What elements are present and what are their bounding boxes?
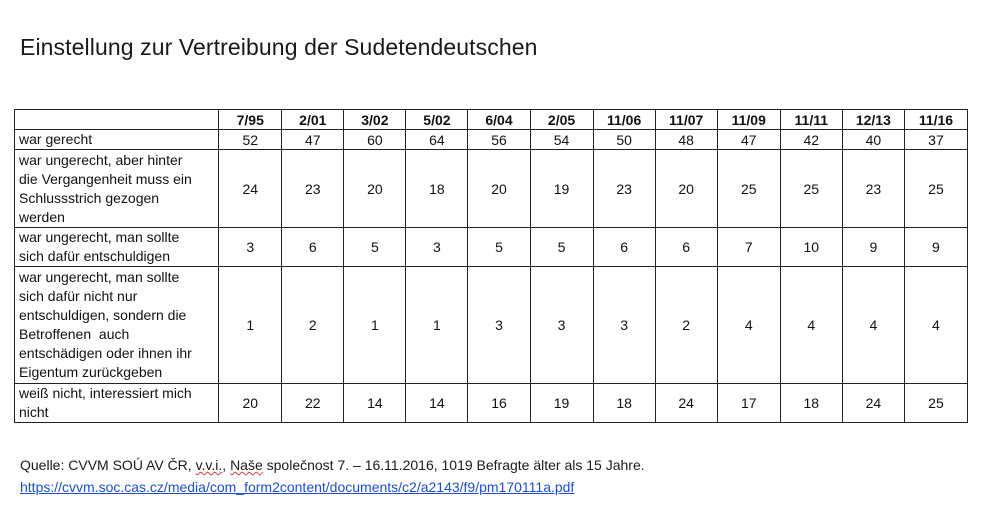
table-cell: 14 [406, 384, 468, 423]
table-cell: 37 [904, 130, 967, 150]
table-row [15, 384, 968, 423]
column-header: 11/16 [904, 110, 967, 130]
table-cell: 19 [530, 384, 593, 423]
table-cell: 4 [717, 267, 780, 384]
row-label-line: die Vergangenheit muss ein [19, 170, 192, 187]
table-cell: 5 [530, 228, 593, 267]
row-label-line: werden [19, 208, 65, 225]
row-label-line: war gerecht [19, 131, 93, 147]
table-cell: 18 [406, 150, 468, 228]
table-cell: 18 [593, 384, 655, 423]
table-cell: 3 [530, 267, 593, 384]
row-label-line: sich dafür entschuldigen [19, 248, 170, 264]
table-row [15, 267, 968, 384]
table-cell: 24 [219, 150, 282, 228]
table-cell: 23 [282, 150, 344, 228]
table-cell: 3 [593, 267, 655, 384]
table-cell: 50 [593, 130, 655, 150]
page-title: Einstellung zur Vertreibung der Sudetendeutschen [20, 34, 538, 60]
table-cell: 20 [655, 150, 717, 228]
source-note [20, 457, 645, 473]
header-corner [15, 110, 219, 130]
row-label-line: war ungerecht, aber hinter [19, 151, 183, 168]
column-header: 11/09 [717, 110, 780, 130]
row-label-line: Schlussstrich gezogen [19, 189, 160, 206]
table-cell: 1 [406, 267, 468, 384]
table-cell: 6 [593, 228, 655, 267]
row-label-line: entschuldigen, sondern die [19, 307, 187, 323]
row-label [15, 228, 219, 267]
table-cell: 22 [282, 384, 344, 423]
table-cell: 10 [780, 228, 842, 267]
table-cell: 17 [717, 384, 780, 423]
source-nase: Naše [230, 457, 263, 473]
table-cell: 20 [468, 150, 530, 228]
table-row [15, 228, 968, 267]
table-cell: 25 [717, 150, 780, 228]
column-header: 2/01 [282, 110, 344, 130]
source-suffix: společnost 7. – 16.11.2016, 1019 Befragte älter als 15 Jahre. [262, 457, 645, 473]
table-cell: 2 [655, 267, 717, 384]
column-header: 12/13 [842, 110, 904, 130]
source-prefix: Quelle: CVVM SOÚ AV ČR, [20, 457, 196, 473]
table-cell: 3 [468, 267, 530, 384]
row-label [15, 267, 219, 384]
table-cell: 23 [593, 150, 655, 228]
table-cell: 25 [904, 384, 967, 423]
column-header: 11/07 [655, 110, 717, 130]
row-label-line: Betroffenen auch [19, 326, 130, 342]
column-header: 5/02 [406, 110, 468, 130]
source-vvi: v.v.i. [195, 457, 223, 473]
table-cell: 4 [780, 267, 842, 384]
table-cell: 1 [344, 267, 406, 384]
table-row [15, 130, 968, 150]
table-cell: 1 [219, 267, 282, 384]
table-cell: 5 [344, 228, 406, 267]
table-cell: 52 [219, 130, 282, 150]
table-cell: 64 [406, 130, 468, 150]
table-cell: 4 [904, 267, 967, 384]
table-cell: 19 [530, 150, 593, 228]
table-cell: 6 [655, 228, 717, 267]
source-link[interactable]: https://cvvm.soc.cas.cz/media/com_form2content/documents/c2/a2143/f9/pm170111a.pdf [20, 479, 575, 495]
table-cell: 23 [842, 150, 904, 228]
table-cell: 24 [655, 384, 717, 423]
row-label-line: nicht [19, 404, 49, 420]
row-label [15, 384, 219, 423]
table-header-row [15, 110, 968, 130]
table-cell: 7 [717, 228, 780, 267]
table-cell: 48 [655, 130, 717, 150]
table-cell: 16 [468, 384, 530, 423]
column-header: 7/95 [219, 110, 282, 130]
column-header: 3/02 [344, 110, 406, 130]
survey-table [14, 109, 968, 423]
row-label-line: war ungerecht, man sollte [19, 229, 180, 245]
row-label-line: entschädigen oder ihnen ihr [19, 345, 192, 361]
table-cell: 18 [780, 384, 842, 423]
row-label [15, 130, 219, 150]
table-cell: 20 [219, 384, 282, 423]
column-header: 11/06 [593, 110, 655, 130]
table-cell: 47 [282, 130, 344, 150]
table-cell: 54 [530, 130, 593, 150]
table-cell: 6 [282, 228, 344, 267]
table-cell: 2 [282, 267, 344, 384]
source-comma: , [222, 457, 231, 473]
table-row [15, 150, 968, 228]
table-cell: 42 [780, 130, 842, 150]
table-cell: 25 [780, 150, 842, 228]
table-cell: 40 [842, 130, 904, 150]
table-cell: 3 [406, 228, 468, 267]
table-cell: 20 [344, 150, 406, 228]
row-label-line: Eigentum zurückgeben [19, 364, 163, 380]
table-cell: 14 [344, 384, 406, 423]
table-cell: 5 [468, 228, 530, 267]
table-cell: 47 [717, 130, 780, 150]
table-cell: 3 [219, 228, 282, 267]
table-cell: 9 [904, 228, 967, 267]
column-header: 6/04 [468, 110, 530, 130]
column-header: 11/11 [780, 110, 842, 130]
table-cell: 24 [842, 384, 904, 423]
table-cell: 56 [468, 130, 530, 150]
row-label-line: sich dafür nicht nur [19, 288, 138, 304]
table-cell: 4 [842, 267, 904, 384]
table-cell: 9 [842, 228, 904, 267]
table-cell: 25 [904, 150, 967, 228]
column-header: 2/05 [530, 110, 593, 130]
row-label-line: weiß nicht, interessiert mich [19, 385, 192, 401]
table-cell: 60 [344, 130, 406, 150]
row-label [15, 150, 219, 228]
row-label-line: war ungerecht, man sollte [19, 269, 180, 285]
